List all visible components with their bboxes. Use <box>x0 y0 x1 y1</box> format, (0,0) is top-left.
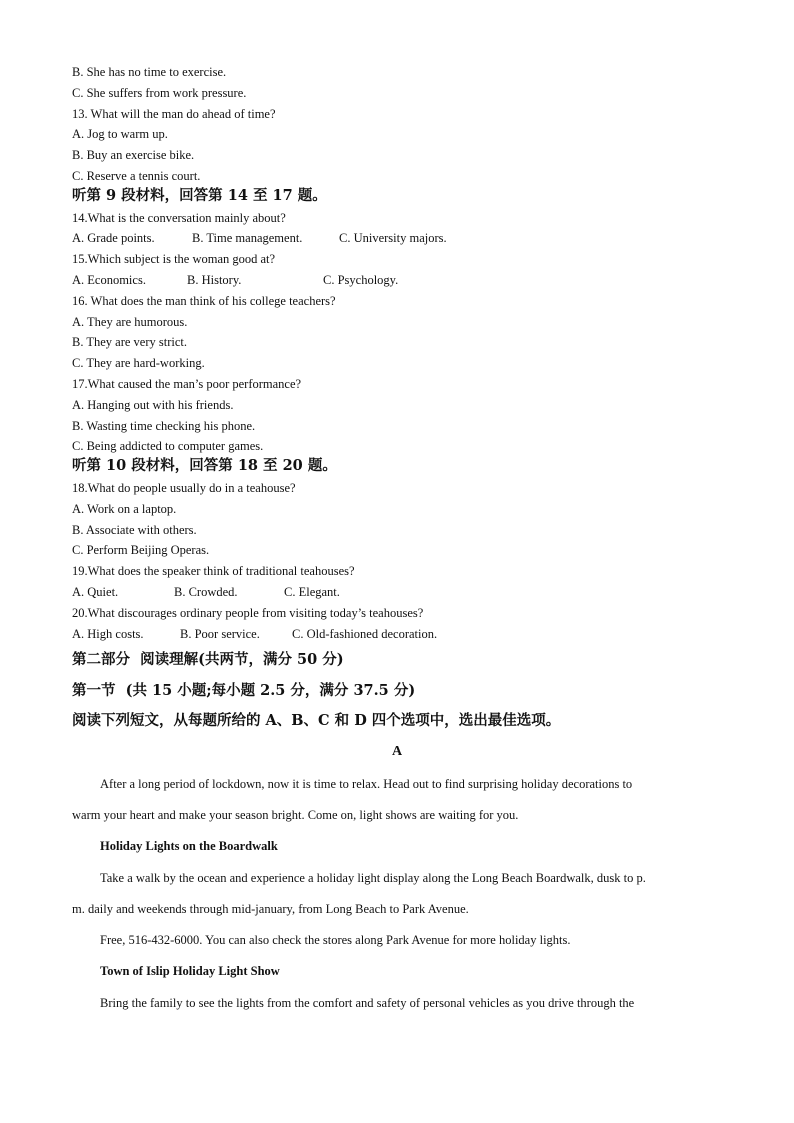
q15-option-c: C. Psychology. <box>323 273 399 287</box>
boardwalk-line3: Free, 516-432-6000. You can also check the stores along Park Avenue for more holiday lights. <box>100 933 571 947</box>
q15-stem: 15.Which subject is the woman good at? <box>72 252 276 266</box>
q20-option-c: C. Old-fashioned decoration. <box>292 627 438 641</box>
q17-option-c: C. Being addicted to computer games. <box>72 439 264 453</box>
q16-option-a: A. They are humorous. <box>72 315 188 329</box>
subsection-title-boardwalk: Holiday Lights on the Boardwalk <box>100 839 278 853</box>
q17-stem: 17.What caused the man’s poor performance? <box>72 377 302 391</box>
q12-option-c: C. She suffers from work pressure. <box>72 86 247 100</box>
q13-option-c: C. Reserve a tennis court. <box>72 169 201 183</box>
q13-stem: 13. What will the man do ahead of time? <box>72 107 276 121</box>
q16-option-b: B. They are very strict. <box>72 335 188 349</box>
q20-options <box>72 626 672 642</box>
q14-option-a: A. Grade points. <box>72 231 155 245</box>
q15-option-a: A. Economics. <box>72 273 146 287</box>
q18-option-b: B. Associate with others. <box>72 523 197 537</box>
q18-option-a: A. Work on a laptop. <box>72 502 177 516</box>
passage-intro-line1: After a long period of lockdown, now it is time to relax. Head out to find surprising holiday decorations to <box>100 777 633 791</box>
reading-part-heading: 第二部分 阅读理解(共两节，满分 50 分) <box>72 651 344 668</box>
q19-option-c: C. Elegant. <box>284 585 340 599</box>
q19-option-a: A. Quiet. <box>72 585 119 599</box>
section9-heading: 听第 9 段材料，回答第 14 至 17 题。 <box>72 187 327 204</box>
q17-option-b: B. Wasting time checking his phone. <box>72 419 256 433</box>
section10-heading: 听第 10 段材料，回答第 18 至 20 题。 <box>72 457 337 474</box>
subsection-title-islip: Town of Islip Holiday Light Show <box>100 964 280 978</box>
q20-option-b: B. Poor service. <box>180 627 260 641</box>
q15-option-b: B. History. <box>187 273 242 287</box>
q19-options <box>72 584 672 600</box>
islip-line1: Bring the family to see the lights from the comfort and safety of personal vehicles as you drive through the <box>100 996 635 1010</box>
q17-option-a: A. Hanging out with his friends. <box>72 398 234 412</box>
q14-option-b: B. Time management. <box>192 231 303 245</box>
q16-option-c: C. They are hard-working. <box>72 356 205 370</box>
q18-stem: 18.What do people usually do in a teahouse? <box>72 481 296 495</box>
q20-stem: 20.What discourages ordinary people from visiting today’s teahouses? <box>72 606 424 620</box>
q20-option-a: A. High costs. <box>72 627 144 641</box>
q19-option-b: B. Crowded. <box>174 585 238 599</box>
q14-option-c: C. University majors. <box>339 231 447 245</box>
passage-label: A <box>391 744 403 759</box>
q15-options <box>72 272 672 288</box>
reading-instruction: 阅读下列短文，从每题所给的 A、B、C 和 D 四个选项中，选出最佳选项。 <box>72 712 561 729</box>
passage-intro-line2: warm your heart and make your season bright. Come on, light shows are waiting for you. <box>72 808 519 822</box>
q16-stem: 16. What does the man think of his college teachers? <box>72 294 336 308</box>
q19-stem: 19.What does the speaker think of traditional teahouses? <box>72 564 355 578</box>
boardwalk-line1: Take a walk by the ocean and experience a holiday light display along the Long Beach Boardwalk, dusk to p. <box>100 871 646 885</box>
q12-option-b: B. She has no time to exercise. <box>72 65 227 79</box>
q14-options <box>72 230 672 246</box>
q13-option-b: B. Buy an exercise bike. <box>72 148 195 162</box>
q18-option-c: C. Perform Beijing Operas. <box>72 543 210 557</box>
reading-section-heading: 第一节 (共 15 小题;每小题 2.5 分，满分 37.5 分) <box>72 682 416 699</box>
q14-stem: 14.What is the conversation mainly about? <box>72 211 286 225</box>
boardwalk-line2: m. daily and weekends through mid-january, from Long Beach to Park Avenue. <box>72 902 469 916</box>
q13-option-a: A. Jog to warm up. <box>72 127 168 141</box>
